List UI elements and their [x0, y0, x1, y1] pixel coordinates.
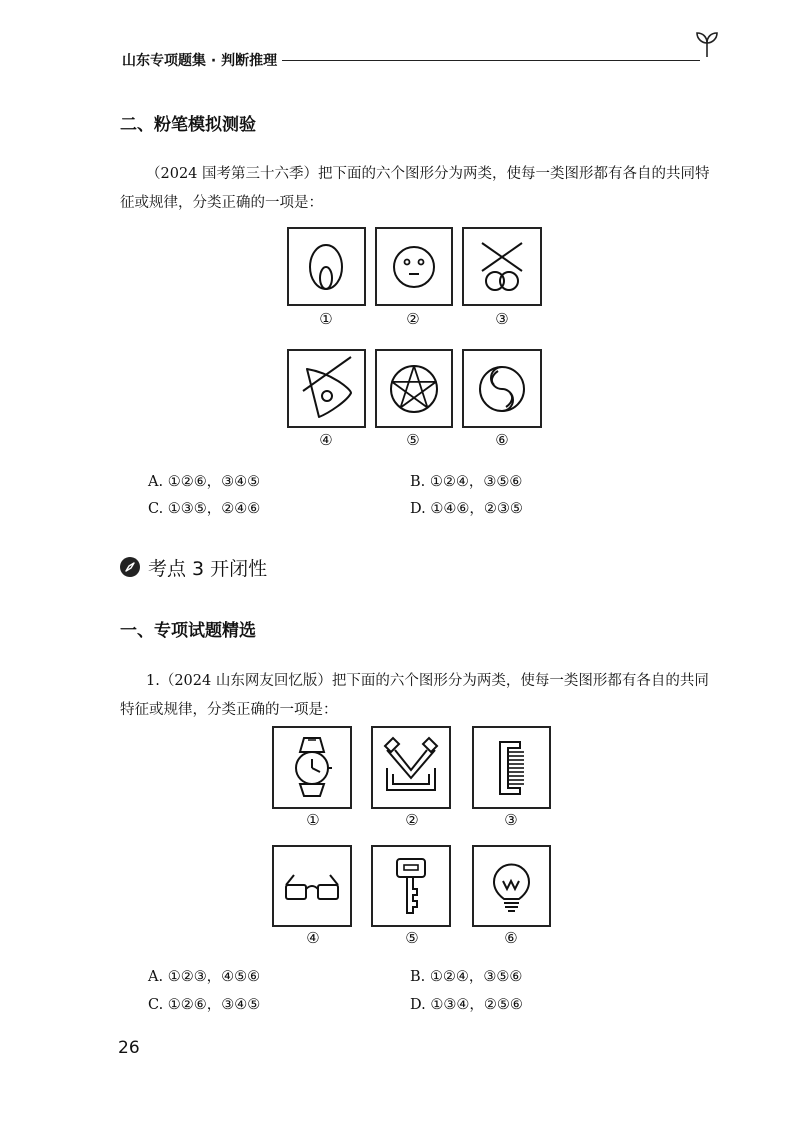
- figure-1-5: [375, 349, 453, 428]
- figure-2-3-comb: [472, 726, 551, 809]
- figure-2-1-watch: [272, 726, 352, 809]
- figure-label-1-1: ①: [319, 310, 333, 328]
- figure-label-2-1: ①: [306, 811, 320, 829]
- page-number: 26: [118, 1038, 140, 1058]
- figure-label-1-3: ③: [495, 310, 509, 328]
- figure-2-4-glasses: [272, 845, 352, 927]
- header-rule: [282, 60, 700, 61]
- option-a-2[interactable]: A. ①②③，④⑤⑥: [148, 969, 261, 985]
- option-b-1[interactable]: B. ①②④，③⑤⑥: [410, 474, 523, 490]
- question-paragraph-1: [120, 160, 710, 218]
- figure-2-6-bulb: [472, 845, 551, 927]
- kaodian-title: 考点 3 开闭性: [148, 558, 268, 580]
- figure-label-2-3: ③: [504, 811, 518, 829]
- section-title-selected-questions: 一、专项试题精选: [120, 621, 256, 641]
- figure-2-2: [371, 726, 451, 809]
- figure-label-1-2: ②: [406, 310, 420, 328]
- option-d-1[interactable]: D. ①④⑥，②③⑤: [410, 501, 523, 517]
- figure-1-4: [287, 349, 366, 428]
- figure-label-1-6: ⑥: [495, 431, 509, 449]
- figure-2-5-key: [371, 845, 451, 927]
- option-a-1[interactable]: A. ①②⑥，③④⑤: [148, 474, 261, 490]
- figure-label-2-2: ②: [405, 811, 419, 829]
- figure-1-2: [375, 227, 453, 306]
- running-header-title: 山东专项题集 · 判断推理: [122, 53, 278, 69]
- figure-1-1: [287, 227, 366, 306]
- figure-label-2-4: ④: [306, 929, 320, 947]
- question-paragraph-2: [120, 667, 710, 725]
- figure-label-2-6: ⑥: [504, 929, 518, 947]
- option-b-2[interactable]: B. ①②④，③⑤⑥: [410, 969, 523, 985]
- option-d-2[interactable]: D. ①③④，②⑤⑥: [410, 997, 523, 1013]
- figure-label-2-5: ⑤: [405, 929, 419, 947]
- question-text-1: （2024 国考第三十六季）把下面的六个图形分为两类，使每一类图形都有各自的共同特征或规律，分类正确的一项是：: [120, 166, 710, 211]
- option-c-2[interactable]: C. ①②⑥，③④⑤: [148, 997, 261, 1013]
- section-title-mock-test: 二、粉笔模拟测验: [120, 115, 256, 135]
- option-c-1[interactable]: C. ①③⑤，②④⑥: [148, 501, 261, 517]
- figure-1-3: [462, 227, 542, 306]
- figure-1-6: [462, 349, 542, 428]
- figure-label-1-4: ④: [319, 431, 333, 449]
- compass-bullet-icon: [120, 557, 140, 577]
- question-text-2: 1.（2024 山东网友回忆版）把下面的六个图形分为两类，使每一类图形都有各自的共同特征或规律，分类正确的一项是：: [120, 673, 709, 718]
- sprout-icon: [692, 30, 722, 58]
- figure-label-1-5: ⑤: [406, 431, 420, 449]
